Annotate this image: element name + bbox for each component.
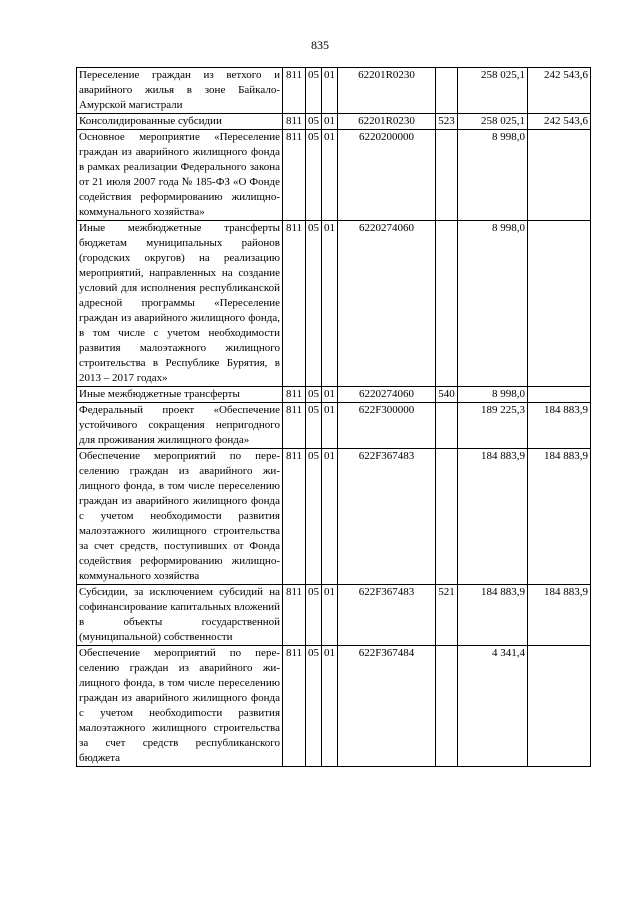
expense-type-code: 523 [436,114,458,130]
expense-type-code [436,68,458,114]
table-row [77,130,591,221]
target-article-code: 622F367483 [338,449,436,585]
table-body [77,68,591,767]
row-name: Основное мероприятие «Переселение граждан из аварийного жилищного фонда в рамках реализации Федерального закона от 21 июля 2007 года № 185-ФЗ «О Фонде содействия реформированию жилищно-коммунального хозяйства» [77,130,283,221]
row-name: Федеральный проект «Обеспечение устойчивого сокращения непригодного для проживания жилищного фонда» [77,403,283,449]
subsection-code: 01 [322,114,338,130]
amount-year-1: 189 225,3 [458,403,528,449]
amount-year-2 [528,221,591,387]
subsection-code: 01 [322,130,338,221]
grbs-code: 811 [283,646,306,767]
table-row [77,221,591,387]
target-article-code: 6220274060 [338,387,436,403]
subsection-code: 01 [322,403,338,449]
grbs-code: 811 [283,221,306,387]
amount-year-1: 258 025,1 [458,114,528,130]
amount-year-2: 184 883,9 [528,403,591,449]
amount-year-1: 258 025,1 [458,68,528,114]
table-row [77,646,591,767]
target-article-code: 6220274060 [338,221,436,387]
expense-type-code [436,449,458,585]
subsection-code: 01 [322,68,338,114]
section-code: 05 [306,585,322,646]
subsection-code: 01 [322,221,338,387]
subsection-code: 01 [322,646,338,767]
amount-year-2: 184 883,9 [528,449,591,585]
page-number: 835 [311,38,329,52]
target-article-code: 6220200000 [338,130,436,221]
row-name: Обеспечение мероприятий по переселению граждан из аварийного жилищного фонда, в том числе переселению граждан из аварийного жилищного фонда с учетом необходимости развития малоэтажного жилищного строительства за счет средств, поступивших от Фонда содействия реформированию жилищно-коммунального хозяйства [77,449,283,585]
section-code: 05 [306,114,322,130]
expense-type-code [436,403,458,449]
table-row [77,403,591,449]
subsection-code: 01 [322,585,338,646]
row-name: Иные межбюджетные трансферты [77,387,283,403]
table-row [77,114,591,130]
section-code: 05 [306,646,322,767]
amount-year-2 [528,387,591,403]
row-name: Субсидии, за исключением субсидий на софинансирование капитальных вложений в объекты государственной (муниципальной) собственности [77,585,283,646]
section-code: 05 [306,130,322,221]
amount-year-2: 242 543,6 [528,114,591,130]
expense-type-code [436,646,458,767]
grbs-code: 811 [283,68,306,114]
amount-year-2 [528,646,591,767]
amount-year-1: 8 998,0 [458,221,528,387]
target-article-code: 62201R0230 [338,114,436,130]
table-row [77,68,591,114]
table-row [77,449,591,585]
amount-year-1: 184 883,9 [458,585,528,646]
grbs-code: 811 [283,387,306,403]
target-article-code: 622F300000 [338,403,436,449]
grbs-code: 811 [283,114,306,130]
amount-year-2 [528,130,591,221]
grbs-code: 811 [283,403,306,449]
expense-type-code: 521 [436,585,458,646]
amount-year-1: 8 998,0 [458,387,528,403]
row-name: Обеспечение мероприятий по переселению граждан из аварийного жилищного фонда, в том числе переселению граждан из аварийного жилищного фонда с учетом необходиmости развития малоэтажного жилищного строительства за счет средств республиканского бюджета [77,646,283,767]
budget-table [76,67,591,767]
amount-year-1: 4 341,4 [458,646,528,767]
section-code: 05 [306,449,322,585]
amount-year-2: 242 543,6 [528,68,591,114]
amount-year-1: 8 998,0 [458,130,528,221]
expense-type-code: 540 [436,387,458,403]
amount-year-2: 184 883,9 [528,585,591,646]
amount-year-1: 184 883,9 [458,449,528,585]
row-name: Переселение граждан из ветхого и аварийного жилья в зоне Байкало-Амурской магистрали [77,68,283,114]
expense-type-code [436,130,458,221]
grbs-code: 811 [283,130,306,221]
table-row [77,387,591,403]
table-row [77,585,591,646]
expense-type-code [436,221,458,387]
target-article-code: 622F367483 [338,585,436,646]
grbs-code: 811 [283,449,306,585]
section-code: 05 [306,403,322,449]
section-code: 05 [306,221,322,387]
row-name: Консолидированные субсидии [77,114,283,130]
subsection-code: 01 [322,387,338,403]
target-article-code: 62201R0230 [338,68,436,114]
grbs-code: 811 [283,585,306,646]
section-code: 05 [306,387,322,403]
section-code: 05 [306,68,322,114]
subsection-code: 01 [322,449,338,585]
target-article-code: 622F367484 [338,646,436,767]
row-name: Иные межбюджетные трансферты бюджетам муниципальных районов (городских округов) на реализацию мероприятий, направленных на создание условий для исполнения республиканской адресной программы «Переселение граждан из аварийного жилищного фонда, в том числе с учетом необходимости развития малоэтажного жилищного строительства в Республике Бурятия, в 2013 – 2017 годах» [77,221,283,387]
